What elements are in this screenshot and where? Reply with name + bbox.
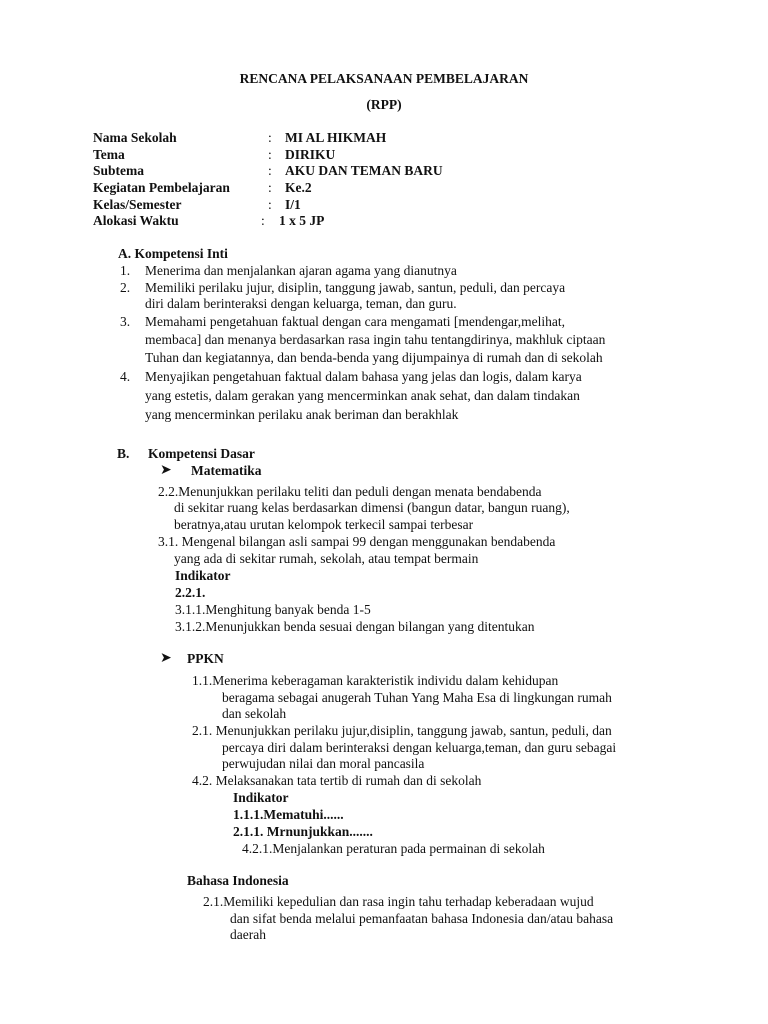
arrow-bullet-icon: ➤ <box>160 463 172 478</box>
identity-label: Kegiatan Pembelajaran <box>93 180 230 195</box>
indikator-label: Indikator <box>175 568 231 583</box>
identity-separator: : <box>268 130 272 145</box>
kd-text: dan sekolah <box>222 706 287 721</box>
indikator-text: 3.1.2.Menunjukkan benda sesuai dengan bilangan yang ditentukan <box>175 619 535 634</box>
indikator-text: 2.1.1. Mrnunjukkan....... <box>233 824 373 839</box>
kd-text: dan sifat benda melalui pemanfaatan bahasa Indonesia dan/atau bahasa <box>230 911 614 926</box>
kd-text: percaya diri dalam berinteraksi dengan keluarga,teman, dan guru sebagai <box>222 740 617 755</box>
kd-text: beratnya,atau urutan kelompok terkecil sampai terbesar <box>174 517 474 532</box>
identity-separator: : <box>268 163 272 178</box>
identity-label: Nama Sekolah <box>93 130 177 145</box>
list-number: 1. <box>120 263 131 278</box>
identity-separator: : <box>268 180 272 195</box>
identity-label: Alokasi Waktu <box>93 213 179 228</box>
list-item-text: Memahami pengetahuan faktual dengan cara mengamati [mendengar,melihat, <box>145 314 566 329</box>
kd-text: 3.1. Mengenal bilangan asli sampai 99 dengan menggunakan bendabenda <box>158 534 556 549</box>
list-item-text: Memiliki perilaku jujur, disiplin, tanggung jawab, santun, peduli, dan percaya <box>145 280 566 295</box>
section-letter: B. <box>117 446 130 461</box>
identity-value: Ke.2 <box>285 180 312 195</box>
identity-value: AKU DAN TEMAN BARU <box>285 163 443 178</box>
identity-label: Tema <box>93 147 125 162</box>
indikator-text: 1.1.1.Mematuhi...... <box>233 807 344 822</box>
indikator-text: 4.2.1.Menjalankan peraturan pada permainan di sekolah <box>242 841 545 856</box>
subject-heading-bahasa: Bahasa Indonesia <box>187 873 289 888</box>
subject-heading-ppkn: PPKN <box>187 651 224 666</box>
identity-separator: : <box>268 147 272 162</box>
indikator-label: Indikator <box>233 790 289 805</box>
identity-value: I/1 <box>285 197 301 212</box>
kd-text: perwujudan nilai dan moral pancasila <box>222 756 425 771</box>
section-heading: A. Kompetensi Inti <box>118 246 228 261</box>
identity-separator: : <box>261 213 265 228</box>
kd-text: di sekitar ruang kelas berdasarkan dimensi (bangun datar, bangun ruang), <box>174 500 570 515</box>
identity-value: DIRIKU <box>285 147 336 162</box>
arrow-bullet-icon: ➤ <box>160 651 172 666</box>
kd-text: yang ada di sekitar rumah, sekolah, atau tempat bermain <box>174 551 479 566</box>
list-item-text: yang mencerminkan perilaku anak beriman dan berakhlak <box>145 407 459 422</box>
document-subtitle: (RPP) <box>366 97 402 112</box>
kd-text: 2.1. Menunjukkan perilaku jujur,disiplin, tanggung jawab, santun, peduli, dan <box>192 723 612 738</box>
list-item-text: Menerima dan menjalankan ajaran agama yang dianutnya <box>145 263 457 278</box>
identity-label: Kelas/Semester <box>93 197 182 212</box>
list-number: 2. <box>120 280 131 295</box>
identity-label: Subtema <box>93 163 145 178</box>
kd-text: 4.2. Melaksanakan tata tertib di rumah dan di sekolah <box>192 773 482 788</box>
list-number: 4. <box>120 369 131 384</box>
list-item-text: Menyajikan pengetahuan faktual dalam bahasa yang jelas dan logis, dalam karya <box>145 369 582 384</box>
indikator-number: 2.2.1. <box>175 585 206 600</box>
list-item-text: membaca] dan menanya berdasarkan rasa ingin tahu tentangdirinya, makhluk ciptaan <box>145 332 606 347</box>
list-item-text: diri dalam berinteraksi dengan keluarga, teman, dan guru. <box>145 296 457 311</box>
kd-text: 1.1.Menerima keberagaman karakteristik individu dalam kehidupan <box>192 673 559 688</box>
identity-separator: : <box>268 197 272 212</box>
indikator-text: 3.1.1.Menghitung banyak benda 1-5 <box>175 602 371 617</box>
document-title: RENCANA PELAKSANAAN PEMBELAJARAN <box>239 71 529 86</box>
identity-value: MI AL HIKMAH <box>285 130 387 145</box>
kd-text: 2.1.Memiliki kepedulian dan rasa ingin tahu terhadap keberadaan wujud <box>203 894 594 909</box>
section-heading: Kompetensi Dasar <box>148 446 255 461</box>
list-number: 3. <box>120 314 131 329</box>
list-item-text: yang estetis, dalam gerakan yang mencerminkan anak sehat, dan dalam tindakan <box>145 388 580 403</box>
kd-text: daerah <box>230 927 266 942</box>
identity-value: 1 x 5 JP <box>279 213 325 228</box>
kd-text: 2.2.Menunjukkan perilaku teliti dan peduli dengan menata bendabenda <box>158 484 542 499</box>
list-item-text: Tuhan dan kegiatannya, dan benda-benda yang dijumpainya di rumah dan di sekolah <box>145 350 603 365</box>
subject-heading-matematika: Matematika <box>191 463 262 478</box>
kd-text: beragama sebagai anugerah Tuhan Yang Maha Esa di lingkungan rumah <box>222 690 612 705</box>
